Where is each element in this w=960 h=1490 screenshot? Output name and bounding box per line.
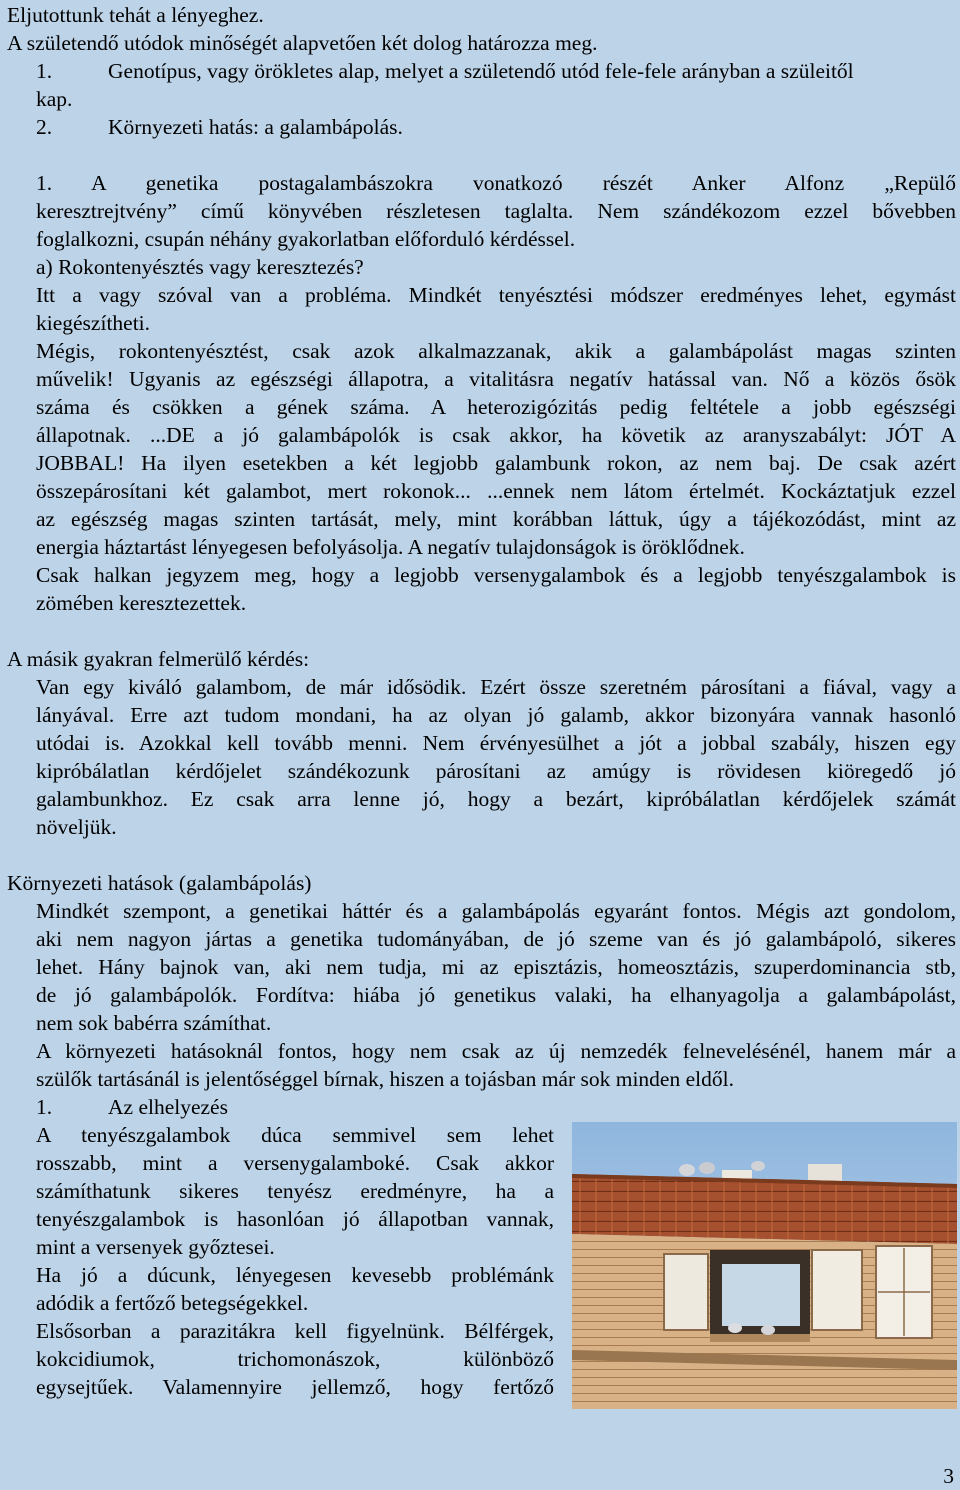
item-number: 1. — [36, 59, 53, 83]
genetics-line: Csak halkan jegyzem meg, hogy a legjobb versenygalambok és a legjobb tenyészgalambok is — [36, 563, 956, 587]
question-line: növeljük. — [36, 815, 117, 839]
pigeon-loft-photo — [572, 1122, 957, 1409]
item-text: Környezeti hatás: a galambápolás. — [108, 115, 403, 139]
genetics-subheading: a) Rokontenyésztés vagy keresztezés? — [36, 255, 364, 279]
environment-line: nem sok babérra számíthat. — [36, 1011, 272, 1035]
question-heading: A másik gyakran felmerülő kérdés: — [7, 647, 310, 671]
environment-line: Mindkét szempont, a genetikai háttér és a galambápolás egyaránt fontos. Mégis azt gondolom, — [36, 899, 956, 923]
question-line: kipróbálatlan kérdőjelet szándékozunk párosítani az amúgy is rövidesen kiöregedő jó — [36, 759, 956, 783]
column-line: kokcidiumok, trichomonászok, különböző — [36, 1347, 554, 1371]
column-line: rosszabb, mint a versenygalamboké. Csak akkor — [36, 1151, 554, 1175]
environment-line: szülők tartásánál is jelentőséggel bírnak, hiszen a tojásban már sok minden eldől. — [36, 1067, 734, 1091]
genetics-line: zömében keresztezettek. — [36, 591, 247, 615]
genetics-line: 1. A genetika postagalambászokra vonatkozó részét Anker Alfonz „Repülő — [36, 171, 956, 195]
intro-line-1: Eljutottunk tehát a lényeghez. — [7, 3, 264, 27]
genetics-line: Itt a vagy szóval van a probléma. Mindkét tenyésztési módszer eredményes lehet, egymást — [36, 283, 956, 307]
question-line: Van egy kiváló galambom, de már idősödik. Ezért össze szeretném párosítani a fiával, vagy a — [36, 675, 956, 699]
genetics-line: JOBBAL! Ha ilyen esetekben a két legjobb galambunk rokon, az nem baj. De csak azért — [36, 451, 956, 475]
genetics-line: foglalkozni, csupán néhány gyakorlatban előforduló kérdéssel. — [36, 227, 576, 251]
genetics-line: száma és csökken a gének száma. A heterozigózitás pedig feltétele a jobb egészségi — [36, 395, 956, 419]
column-line: adódik a fertőző betegségekkel. — [36, 1291, 309, 1315]
item-text: Az elhelyezés — [108, 1095, 228, 1119]
column-line: A tenyészgalambok dúca semmivel sem lehet — [36, 1123, 554, 1147]
genetics-line: Mégis, rokontenyésztést, csak azok alkalmazzanak, akik a galambápolást magas szinten — [36, 339, 956, 363]
environment-line: A környezeti hatásoknál fontos, hogy nem csak az új nemzedék felnevelésénél, hanem már a — [36, 1039, 956, 1063]
genetics-line: állapotnak. ...DE a jó galambápolók is csak akkor, ha követik az aranyszabályt: JÓT A — [36, 423, 956, 447]
intro-line-2: A születendő utódok minőségét alapvetően két dolog határozza meg. — [7, 31, 598, 55]
column-line: egysejtűek. Valamennyire jellemző, hogy fertőző — [36, 1375, 554, 1399]
genetics-line: keresztrejtvény” című könyvében részletesen taglalta. Nem szándékozom ezzel bővebben — [36, 199, 956, 223]
environment-heading: Környezeti hatások (galambápolás) — [7, 871, 312, 895]
intro-item-1-cont: kap. — [36, 87, 73, 111]
column-line: Elsősorban a parazitákra kell figyelnünk. Bélférgek, — [36, 1319, 554, 1343]
genetics-line: az egészség magas szinten tartását, mely, mint korábban láttuk, úgy a tájékozódást, mint az — [36, 507, 956, 531]
item-number: 1. — [36, 1095, 53, 1119]
environment-line: aki nem nagyon jártas a genetika tudományában, de jó szeme van és jó galambápoló, sikeres — [36, 927, 956, 951]
column-line: tenyészgalambok is hasonlóan jó állapotban vannak, — [36, 1207, 554, 1231]
genetics-line: energia háztartást lényegesen befolyásolja. A negatív tulajdonságok is öröklődnek. — [36, 535, 745, 559]
environment-line: lehet. Hány bajnok van, aki nem tudja, mi az episztázis, homeosztázis, szuperdominancia stb, — [36, 955, 956, 979]
page-number: 3 — [943, 1464, 954, 1488]
question-line: lányával. Erre azt tudom mondani, ha az olyan jó galamb, akkor bizonyára vannak hasonló — [36, 703, 956, 727]
item-text: Genotípus, vagy örökletes alap, melyet a születendő utód fele-fele arányban a szüleitől — [108, 59, 854, 83]
intro-item-2 — [36, 113, 403, 141]
column-line: Ha jó a dúcunk, lényegesen kevesebb problémánk — [36, 1263, 554, 1287]
question-line: galambunkhoz. Ez csak arra lenne jó, hogy a bezárt, kipróbálatlan kérdőjelek számát — [36, 787, 956, 811]
column-line: mint a versenyek győztesei. — [36, 1235, 275, 1259]
intro-item-1 — [36, 57, 956, 85]
question-line: utódai is. Azokkal kell tovább menni. Nem érvényesülhet a jót a jobbal szabály, hiszen egy — [36, 731, 956, 755]
placement-subheading — [36, 1093, 228, 1121]
column-line: számíthatunk sikeres tenyész eredményre, ha a — [36, 1179, 554, 1203]
environment-line: de jó galambápolók. Fordítva: hiába jó genetikus valaki, ha elhanyagolja a galambápolást, — [36, 983, 956, 1007]
genetics-line: művelik! Ugyanis az egészségi állapotra, a vitalitásra negatív hatással van. Nő a közös ősök — [36, 367, 956, 391]
item-number: 2. — [36, 115, 53, 139]
genetics-line: kiegészítheti. — [36, 311, 151, 335]
genetics-line: összepárosítani két galambot, mert rokonok... ...ennek nem látom értelmét. Kockáztatjuk ezzel — [36, 479, 956, 503]
